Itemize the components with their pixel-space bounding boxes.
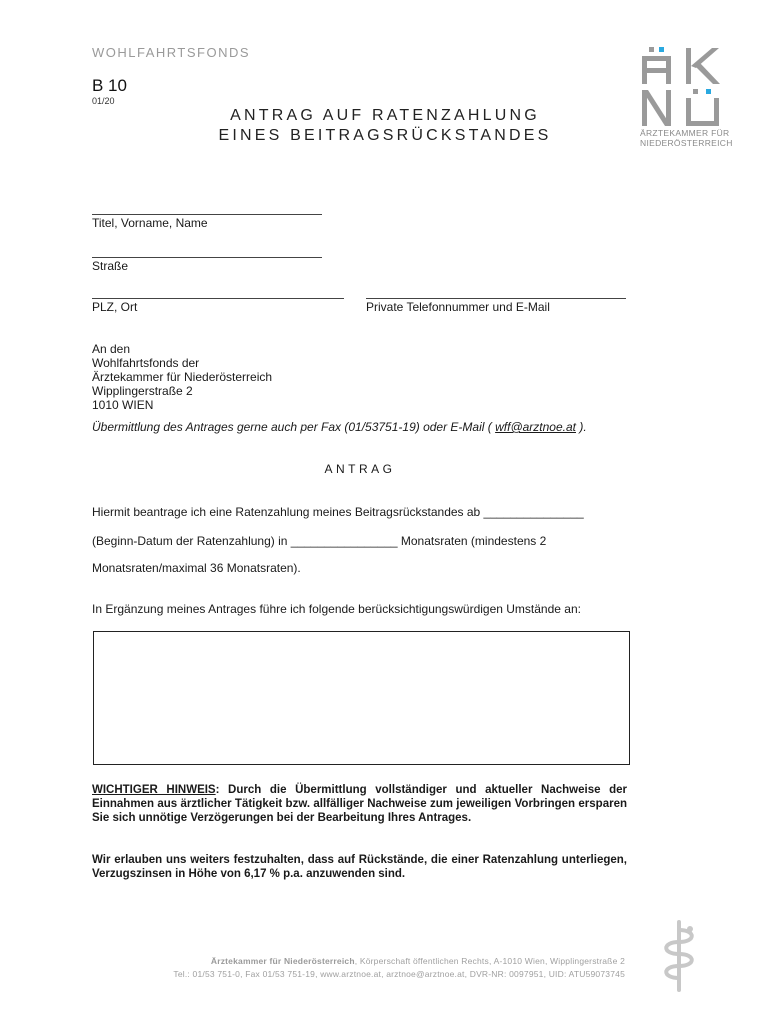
document-title-line2: EINES BEITRAGSRÜCKSTANDES — [218, 127, 552, 144]
circumstances-textbox[interactable] — [93, 631, 630, 765]
aekno-logo-icon — [640, 44, 724, 128]
document-title-line1: ANTRAG AUF RATENZAHLUNG — [230, 107, 540, 124]
city-line[interactable] — [92, 298, 344, 299]
footer-line2: Tel.: 01/53 751-0, Fax 01/53 751-19, www.arztnoe.at, arztnoe@arztnoe.at, DVR-NR: 0097951, UID: ATU59073745 — [173, 969, 625, 979]
request-line1: Hiermit beantrage ich eine Ratenzahlung meines Beitragsrückstandes ab _______________ — [92, 505, 584, 519]
contact-line[interactable] — [366, 298, 626, 299]
form-date: 01/20 — [92, 96, 115, 106]
footer-line1: Ärztekammer für Niederösterreich, Körperschaft öffentlichen Rechts, A-1010 Wien, Wipplingerstraße 2 — [210, 956, 625, 966]
street-label: Straße — [92, 259, 129, 273]
street-line[interactable] — [92, 257, 322, 258]
interest-notice: Wir erlauben uns weiters festzuhalten, dass auf Rückstände, die einer Ratenzahlung unterliegen, Verzugszinsen in Höhe von 6,17 % p.a. anzuwenden sind. — [92, 854, 627, 880]
name-label: Titel, Vorname, Name — [92, 216, 208, 230]
name-line[interactable] — [92, 214, 322, 215]
rod-of-asclepius-icon — [656, 920, 702, 992]
notice-label: WICHTIGER HINWEIS — [92, 784, 216, 796]
logo-subtitle: ÄRZTEKAMMER FÜR NIEDERÖSTERREICH — [640, 128, 733, 148]
contact-label: Private Telefonnummer und E-Mail — [366, 300, 550, 314]
request-line3: Monatsraten/maximal 36 Monatsraten). — [92, 561, 301, 575]
circumstances-intro: In Ergänzung meines Antrages führe ich folgende berücksichtigungswürdigen Umstände an: — [92, 602, 581, 616]
transmission-note: Übermittlung des Antrages gerne auch per Fax (01/53751-19) oder E-Mail ( wff@arztnoe.at ). — [92, 420, 587, 434]
section-heading: ANTRAG — [324, 462, 396, 476]
request-line2: (Beginn-Datum der Ratenzahlung) in ________________ Monatsraten (mindestens 2 — [92, 534, 547, 548]
form-code: B 10 — [92, 76, 127, 95]
email-link[interactable]: wff@arztnoe.at — [495, 420, 576, 434]
recipient-address: An den Wohlfahrtsfonds der Ärztekammer für Niederösterreich Wipplingerstraße 2 1010 WIEN — [92, 342, 273, 412]
brand-name: WOHLFAHRTSFONDS — [92, 45, 251, 60]
city-label: PLZ, Ort — [92, 300, 138, 314]
important-notice: WICHTIGER HINWEIS: Durch die Übermittlung vollständiger und aktueller Nachweise der Einnahmen aus ärztlicher Tätigkeit bzw. allfälliger Nachweise zum jeweiligen Vorbringen ersparen Sie sich unnötige Verzögerungen bei der Bearbeitung Ihres Antrages. — [92, 784, 627, 824]
